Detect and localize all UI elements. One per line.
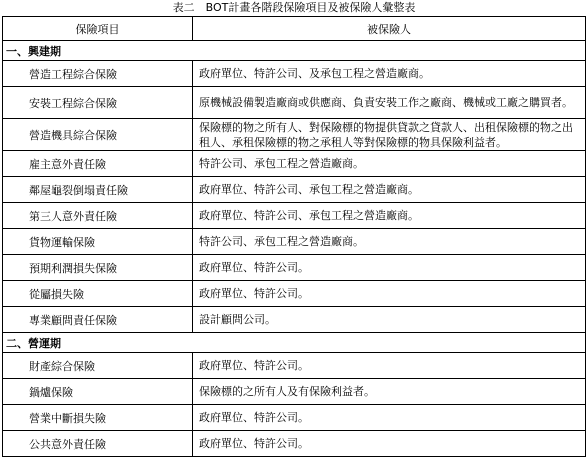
table-row <box>3 119 586 151</box>
section-row <box>3 333 586 353</box>
insurance-item: 鍋爐保險 <box>3 379 193 405</box>
insured-parties: 政府單位、特許公司、承包工程之營造廠商。 <box>193 177 586 203</box>
insured-parties: 特許公司、承包工程之營造廠商。 <box>193 151 586 177</box>
insurance-item: 從屬損失險 <box>3 281 193 307</box>
table-row <box>3 281 586 307</box>
header-item: 保險項目 <box>3 17 193 41</box>
table-row <box>3 177 586 203</box>
insurance-item: 營造工程綜合保險 <box>3 61 193 87</box>
insured-parties: 原機械設備製造廠商或供應商、負責安裝工作之廠商、機械或工廠之購買者。 <box>193 87 586 119</box>
insured-parties: 政府單位、特許公司。 <box>193 281 586 307</box>
insurance-item: 貨物運輸保險 <box>3 229 193 255</box>
table-row <box>3 61 586 87</box>
section-title: 二、營運期 <box>3 333 586 353</box>
insured-parties: 政府單位、特許公司、承包工程之營造廠商。 <box>193 203 586 229</box>
insurance-table <box>2 16 586 457</box>
section-row <box>3 41 586 61</box>
table-row <box>3 431 586 457</box>
table-row <box>3 307 586 333</box>
insurance-item: 營業中斷損失險 <box>3 405 193 431</box>
table-row <box>3 379 586 405</box>
insurance-item: 預期利潤損失保險 <box>3 255 193 281</box>
insurance-item: 營造機具綜合保險 <box>3 119 193 151</box>
insurance-item: 財產綜合保險 <box>3 353 193 379</box>
insured-parties: 保險標的物之所有人、對保險標的物提供貸款之貸款人、出租保險標的物之出租人、承租保險標的物之承租人等對保險標的物具保險利益者。 <box>193 119 586 151</box>
insurance-item: 雇主意外責任險 <box>3 151 193 177</box>
table-row <box>3 353 586 379</box>
insurance-item: 安裝工程綜合保險 <box>3 87 193 119</box>
insured-parties: 設計顧問公司。 <box>193 307 586 333</box>
table-row <box>3 203 586 229</box>
insurance-item: 鄰屋龜裂倒塌責任險 <box>3 177 193 203</box>
table-row <box>3 255 586 281</box>
table-row <box>3 151 586 177</box>
table-row <box>3 87 586 119</box>
section-title: 一、興建期 <box>3 41 586 61</box>
table-row <box>3 405 586 431</box>
header-insured: 被保險人 <box>193 17 586 41</box>
insurance-item: 專業顧問責任保險 <box>3 307 193 333</box>
insured-parties: 政府單位、特許公司。 <box>193 255 586 281</box>
insurance-item: 第三人意外責任險 <box>3 203 193 229</box>
table-caption: 表二 BOT計畫各階段保險項目及被保險人彙整表 <box>172 1 416 14</box>
insured-parties: 特許公司、承包工程之營造廠商。 <box>193 229 586 255</box>
insured-parties: 政府單位、特許公司。 <box>193 353 586 379</box>
table-row <box>3 229 586 255</box>
table-header-row <box>3 17 586 41</box>
insured-parties: 政府單位、特許公司。 <box>193 431 586 457</box>
insured-parties: 政府單位、特許公司。 <box>193 405 586 431</box>
insured-parties: 保險標的之所有人及有保險利益者。 <box>193 379 586 405</box>
insured-parties: 政府單位、特許公司、及承包工程之營造廠商。 <box>193 61 586 87</box>
insurance-item: 公共意外責任險 <box>3 431 193 457</box>
